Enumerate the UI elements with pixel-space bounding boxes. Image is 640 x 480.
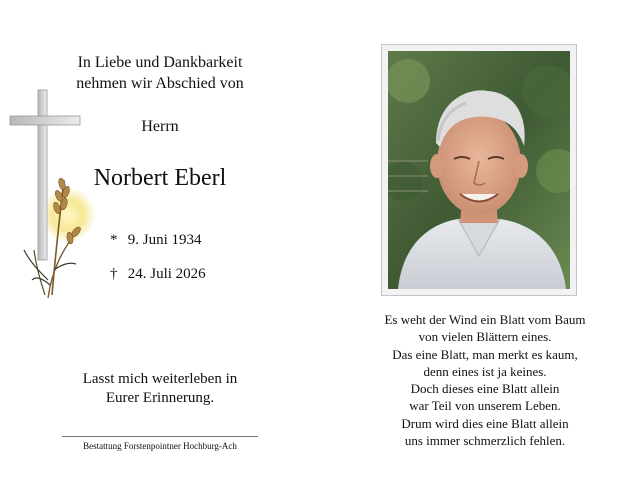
intro-line-2: nehmen wir Abschied von xyxy=(76,75,244,92)
death-date: 24. Juli 2026 xyxy=(127,266,206,282)
portrait-photo xyxy=(388,51,570,289)
intro-line-1: In Liebe und Dankbarkeit xyxy=(77,54,243,71)
poem-line: denn eines ist ja keines. xyxy=(423,363,547,379)
poem-line: uns immer schmerzlich fehlen. xyxy=(404,433,566,449)
funeral-home: Bestattung Forstenpointner Hochburg-Ach xyxy=(83,441,237,451)
poem xyxy=(355,311,615,449)
deceased-name: Norbert Eberl xyxy=(93,165,227,191)
poem-line: von vielen Blättern eines. xyxy=(418,329,552,345)
birth-date: 9. Juni 1934 xyxy=(127,232,202,248)
footer-divider xyxy=(62,436,258,437)
poem-line: war Teil von unserem Leben. xyxy=(409,398,561,414)
intro-text xyxy=(40,52,280,94)
poem-line: Es weht der Wind ein Blatt vom Baum xyxy=(384,312,586,327)
motto-line-2: Eurer Erinnerung. xyxy=(105,390,215,406)
motto-line-1: Lasst mich weiterleben in xyxy=(82,371,238,387)
cross-with-wheat-icon xyxy=(0,80,110,310)
birth-date-row xyxy=(110,232,202,249)
photo-frame xyxy=(381,44,577,296)
death-symbol: † xyxy=(110,266,118,282)
death-date-row xyxy=(110,266,206,283)
motto-text xyxy=(40,370,280,408)
poem-line: Doch dieses eine Blatt allein xyxy=(410,381,560,397)
poem-line: Das eine Blatt, man merkt es kaum, xyxy=(392,346,578,362)
salutation: Herrn xyxy=(141,118,179,135)
birth-symbol: * xyxy=(110,232,118,248)
poem-line: Drum wird dies eine Blatt allein xyxy=(401,415,569,431)
